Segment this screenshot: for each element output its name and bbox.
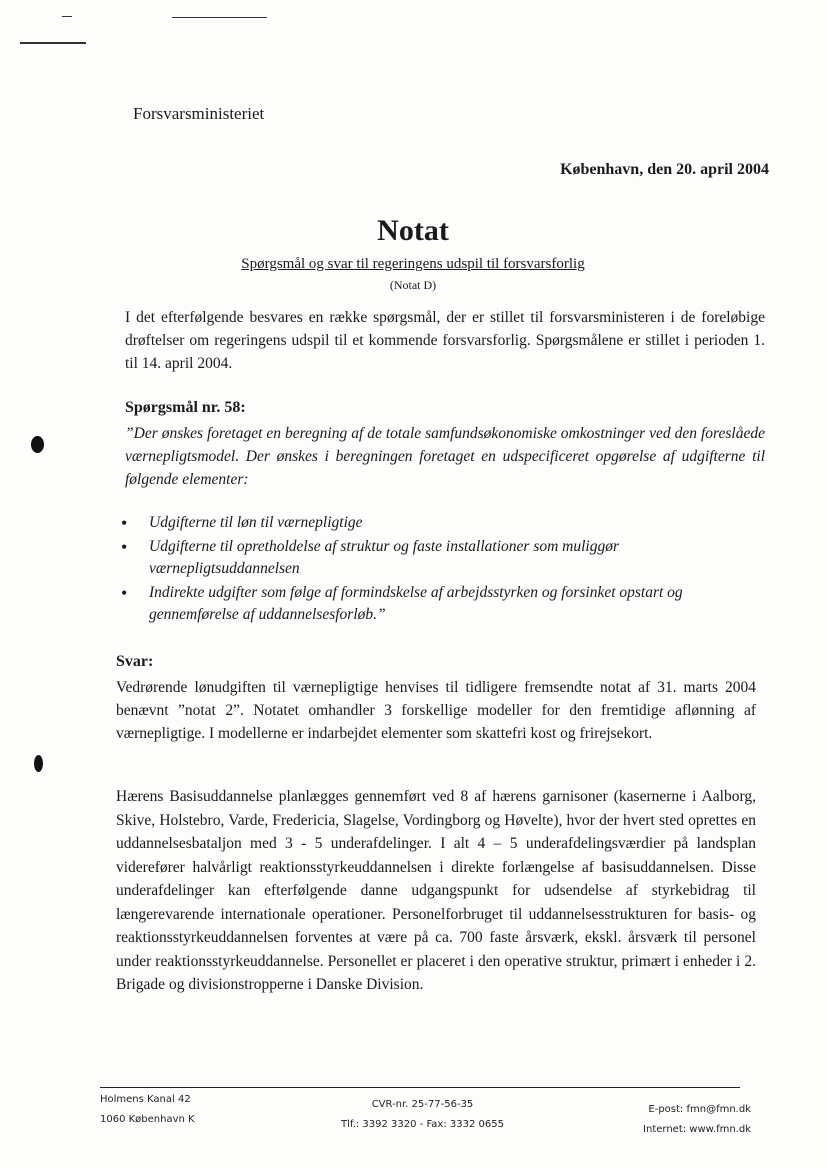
question-heading: Spørgsmål nr. 58: (125, 399, 246, 416)
website: Internet: www.fmn.dk (643, 1124, 751, 1135)
question-bullet-list (121, 512, 761, 628)
place-date: København, den 20. april 2004 (560, 161, 769, 178)
document-title: Notat (377, 214, 449, 247)
answer-paragraph-2: Hærens Basisuddannelse planlægges gennemført ved 8 af hærens garnisoner (kasernerne i Aalborg, Skive, Holstebro, Varde, Fredericia, Slagelse, Vordingborg og Høvelte), hvor der hvert sted oprettes en uddannelsesbataljon med 3 - 5 underafdelinger. I alt 4 – 5 underafdelingsværdier på landsplan viderefører halvårligt reaktionsstyrkeuddannelsen i direkte forlængelse af basisuddannelsen. Disse underafdelinger kan efterfølgende danne udgangspunkt for udsendelse af styrkebidrag til længerevarende internationale operationer. Personelforbruget til uddannelsesstrukturen for basis- og reaktionsstyrkeuddannelsen forventes at være på ca. 700 faste årsværk, ekskl. årsværk til personel under reaktionsstyrkeuddannelse. Personellet er placeret i den operative struktur, primært i enheder i 2. Brigade og divisionstropperne i Danske Division. (116, 788, 756, 993)
address-line: Holmens Kanal 42 (100, 1094, 191, 1105)
answer-heading: Svar: (116, 653, 154, 670)
footer-online-contact (643, 1100, 751, 1140)
scan-mark (172, 17, 267, 18)
punch-hole-bottom (34, 755, 43, 772)
intro-paragraph: I det efterfølgende besvares en række spørgsmål, der er stillet til forsvarsministeren i de foreløbige drøftelser om regeringens udspil til et kommende forsvarsforlig. Spørgsmålene er stillet i perioden 1. til 14. april 2004. (125, 309, 765, 372)
address-line: 1060 København K (100, 1114, 195, 1125)
answer-paragraph-1: Vedrørende lønudgiften til værnepligtige henvises til tidligere fremsendte notat af 31. marts 2004 benævnt ”notat 2”. Notatet omhandler 3 forskellige modeller for den fremtidige aflønning af værnepligtige. I modellerne er indarbejdet elementer som skattefri kost og frirejsekort. (116, 679, 756, 742)
organization-name: Forsvarsministeriet (133, 104, 265, 123)
footer-address (100, 1090, 195, 1130)
bullet-item: • Udgifterne til løn til værnepligtige (121, 512, 761, 534)
bullet-item: • Indirekte udgifter som følge af formindskelse af arbejdsstyrken og forsinket opstart og gennemførelse af uddannelsesforløb.” (121, 582, 761, 626)
bullet-item: • Udgifterne til opretholdelse af struktur og faste installationer som muliggør værnepligtsuddannelsen (121, 536, 761, 580)
question-text: ”Der ønskes foretaget en beregning af de totale samfundsøkonomiske omkostninger ved den foreslåede værnepligtsmodel. Der ønskes i beregningen foretaget en udspecificeret opgørelse af udgifterne til følgende elementer: (125, 425, 765, 488)
document-subtitle: Spørgsmål og svar til regeringens udspil til forsvarsforlig (241, 256, 585, 272)
cvr-number: CVR-nr. 25-77-56-35 (371, 1099, 474, 1110)
footer-divider (100, 1087, 740, 1088)
note-reference: (Notat D) (389, 278, 437, 292)
phone-fax: Tlf.: 3392 3320 - Fax: 3332 0655 (341, 1119, 504, 1130)
scan-mark (62, 16, 72, 17)
punch-hole-top (31, 436, 44, 453)
email-address: E-post: fmn@fmn.dk (648, 1104, 751, 1115)
scan-mark (20, 42, 86, 44)
footer-contact-numbers (335, 1095, 510, 1135)
